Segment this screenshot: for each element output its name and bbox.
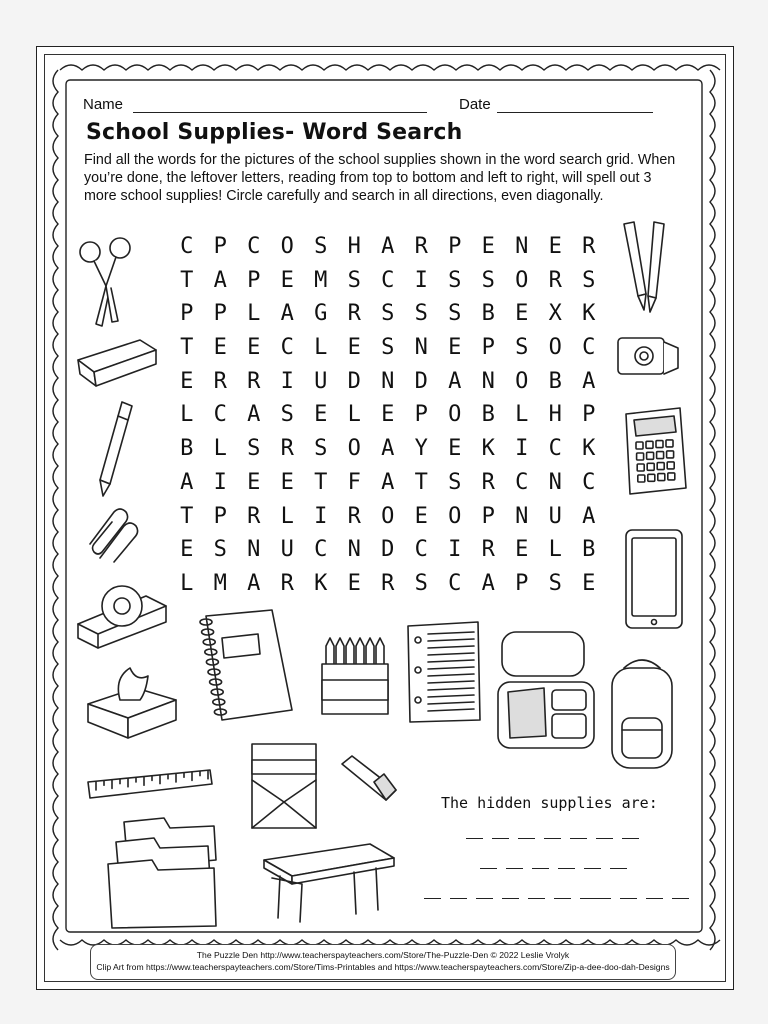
grid-letter[interactable]: S: [381, 301, 395, 327]
grid-letter[interactable]: I: [515, 436, 529, 462]
footer-credits: [90, 944, 676, 980]
date-field[interactable]: [497, 112, 653, 113]
grid-letter[interactable]: S: [448, 267, 462, 293]
answer-blank[interactable]: [646, 898, 663, 899]
name-label: Name: [83, 96, 124, 113]
grid-letter[interactable]: E: [280, 469, 294, 495]
grid-letter[interactable]: R: [247, 368, 261, 394]
answer-blank[interactable]: [554, 898, 571, 899]
answer-line-3a[interactable]: [424, 898, 597, 899]
answer-blank[interactable]: [480, 868, 497, 869]
grid-letter[interactable]: H: [548, 402, 562, 428]
grid-letter[interactable]: E: [347, 335, 361, 361]
hidden-supplies-label: The hidden supplies are:: [441, 794, 658, 812]
notebook-icon: [192, 606, 296, 724]
grid-letter[interactable]: T: [180, 267, 194, 293]
grid-letter[interactable]: U: [280, 537, 294, 563]
grid-letter[interactable]: O: [347, 436, 361, 462]
grid-letter[interactable]: N: [548, 469, 562, 495]
grid-letter[interactable]: A: [247, 402, 261, 428]
answer-blank[interactable]: [492, 838, 509, 839]
ruler-icon: [86, 766, 214, 802]
grid-letter[interactable]: C: [448, 570, 462, 596]
grid-letter[interactable]: K: [582, 436, 596, 462]
grid-letter[interactable]: C: [582, 335, 596, 361]
grid-letter[interactable]: O: [515, 368, 529, 394]
grid-letter[interactable]: P: [247, 267, 261, 293]
grid-letter[interactable]: N: [247, 537, 261, 563]
grid-letter[interactable]: L: [213, 436, 227, 462]
grid-letter[interactable]: R: [381, 570, 395, 596]
answer-blank[interactable]: [584, 868, 601, 869]
grid-letter[interactable]: R: [280, 436, 294, 462]
answer-line-2[interactable]: [480, 868, 627, 869]
grid-letter[interactable]: S: [213, 537, 227, 563]
answer-blank[interactable]: [596, 838, 613, 839]
grid-letter[interactable]: E: [515, 537, 529, 563]
grid-letter[interactable]: B: [548, 368, 562, 394]
grid-letter[interactable]: C: [314, 537, 328, 563]
grid-letter[interactable]: A: [213, 267, 227, 293]
grid-letter[interactable]: R: [414, 234, 428, 259]
grid-letter[interactable]: E: [213, 335, 227, 361]
grid-letter[interactable]: S: [314, 234, 328, 259]
grid-letter[interactable]: R: [213, 368, 227, 394]
folders-icon: [104, 814, 224, 932]
grid-letter[interactable]: S: [314, 436, 328, 462]
grid-letter[interactable]: O: [515, 267, 529, 293]
grid-letter[interactable]: S: [448, 301, 462, 327]
grid-letter[interactable]: C: [381, 267, 395, 293]
grid-letter[interactable]: N: [347, 537, 361, 563]
grid-letter[interactable]: A: [180, 469, 194, 495]
grid-letter[interactable]: U: [314, 368, 328, 394]
answer-blank[interactable]: [532, 868, 549, 869]
grid-letter[interactable]: T: [414, 469, 428, 495]
grid-letter[interactable]: N: [414, 335, 428, 361]
grid-letter[interactable]: Y: [414, 436, 428, 462]
grid-letter[interactable]: C: [180, 234, 194, 259]
glue-stick-icon: [334, 750, 404, 808]
answer-line-1[interactable]: [466, 838, 639, 839]
eraser-icon: [74, 334, 160, 390]
instructions-text: Find all the words for the pictures of the school supplies shown in the word search grid. When you’re done, the leftover letters, reading from top to bottom and left to right, will spell out 3 more school supplies! Circle carefully and search in all directions, even diagonally.: [84, 152, 676, 204]
grid-letter[interactable]: T: [180, 503, 194, 529]
grid-letter[interactable]: A: [247, 570, 261, 596]
grid-letter[interactable]: E: [448, 335, 462, 361]
grid-letter[interactable]: E: [582, 570, 596, 596]
sharpener-icon: [614, 328, 684, 380]
grid-letter[interactable]: R: [280, 570, 294, 596]
answer-blank[interactable]: [502, 898, 519, 899]
grid-letter[interactable]: A: [582, 368, 596, 394]
grid-letter[interactable]: P: [481, 335, 495, 361]
grid-letter[interactable]: I: [280, 368, 294, 394]
grid-letter[interactable]: D: [381, 537, 395, 563]
lunchbox-icon: [494, 628, 598, 752]
word-search-grid[interactable]: [170, 234, 606, 605]
grid-letter[interactable]: P: [481, 503, 495, 529]
grid-letter[interactable]: D: [414, 368, 428, 394]
grid-letter[interactable]: S: [347, 267, 361, 293]
pencil-icon: [96, 398, 136, 498]
grid-letter[interactable]: A: [481, 570, 495, 596]
grid-letter[interactable]: S: [481, 267, 495, 293]
grid-letter[interactable]: A: [448, 368, 462, 394]
grid-letter[interactable]: E: [515, 301, 529, 327]
grid-letter[interactable]: C: [280, 335, 294, 361]
grid-letter[interactable]: H: [347, 234, 361, 259]
grid-letter[interactable]: S: [582, 267, 596, 293]
grid-letter[interactable]: E: [347, 570, 361, 596]
grid-letter[interactable]: E: [481, 234, 495, 259]
grid-letter[interactable]: S: [247, 436, 261, 462]
paperclips-icon: [80, 504, 142, 564]
tape-icon: [74, 578, 170, 652]
grid-letter[interactable]: U: [548, 503, 562, 529]
grid-letter[interactable]: C: [548, 436, 562, 462]
crayons-icon: [318, 634, 392, 718]
answer-blank[interactable]: [476, 898, 493, 899]
grid-letter[interactable]: N: [515, 503, 529, 529]
grid-letter[interactable]: T: [314, 469, 328, 495]
grid-letter[interactable]: A: [381, 436, 395, 462]
answer-blank[interactable]: [450, 898, 467, 899]
grid-letter[interactable]: E: [548, 234, 562, 259]
backpack-icon: [604, 656, 680, 774]
grid-letter[interactable]: K: [582, 301, 596, 327]
grid-letter[interactable]: K: [481, 436, 495, 462]
tissues-icon: [84, 660, 180, 740]
grid-letter[interactable]: M: [314, 267, 328, 293]
answer-blank[interactable]: [558, 868, 575, 869]
grid-letter[interactable]: S: [515, 335, 529, 361]
grid-letter[interactable]: C: [515, 469, 529, 495]
grid-letter[interactable]: P: [213, 301, 227, 327]
grid-letter[interactable]: L: [515, 402, 529, 428]
grid-letter[interactable]: P: [213, 234, 227, 259]
grid-letter[interactable]: P: [414, 402, 428, 428]
grid-letter[interactable]: L: [180, 402, 194, 428]
grid-letter[interactable]: A: [381, 469, 395, 495]
grid-letter[interactable]: R: [481, 469, 495, 495]
answer-blank[interactable]: [518, 838, 535, 839]
grid-letter[interactable]: P: [180, 301, 194, 327]
answer-blank[interactable]: [622, 838, 639, 839]
grid-letter[interactable]: O: [548, 335, 562, 361]
grid-letter[interactable]: S: [381, 335, 395, 361]
grid-letter[interactable]: A: [582, 503, 596, 529]
grid-letter[interactable]: I: [448, 537, 462, 563]
grid-letter[interactable]: E: [180, 368, 194, 394]
grid-letter[interactable]: D: [347, 368, 361, 394]
grid-letter[interactable]: C: [247, 234, 261, 259]
grid-letter[interactable]: T: [180, 335, 194, 361]
grid-letter[interactable]: L: [280, 503, 294, 529]
paper-icon: [404, 620, 484, 724]
grid-letter[interactable]: O: [381, 503, 395, 529]
page-title: School Supplies- Word Search: [86, 120, 463, 145]
grid-letter[interactable]: P: [582, 402, 596, 428]
answer-blank[interactable]: [424, 898, 441, 899]
answer-blank[interactable]: [594, 898, 611, 899]
grid-letter[interactable]: E: [448, 436, 462, 462]
grid-letter[interactable]: P: [515, 570, 529, 596]
answer-blank[interactable]: [466, 838, 483, 839]
grid-letter[interactable]: O: [448, 402, 462, 428]
grid-letter[interactable]: R: [481, 537, 495, 563]
grid-letter[interactable]: O: [280, 234, 294, 259]
grid-letter[interactable]: E: [414, 503, 428, 529]
grid-letter[interactable]: N: [515, 234, 529, 259]
grid-letter[interactable]: S: [414, 301, 428, 327]
grid-letter[interactable]: R: [582, 234, 596, 259]
footer-line-1: The Puzzle Den http://www.teacherspayteachers.com/Store/The-Puzzle-Den © 2022 Leslie Vrolyk: [196, 950, 570, 960]
answer-blank[interactable]: [570, 838, 587, 839]
date-label: Date: [459, 96, 491, 113]
desk-icon: [258, 826, 398, 926]
grid-letter[interactable]: F: [347, 469, 361, 495]
grid-letter[interactable]: I: [314, 503, 328, 529]
grid-letter[interactable]: R: [347, 301, 361, 327]
grid-letter[interactable]: I: [414, 267, 428, 293]
grid-letter[interactable]: C: [213, 402, 227, 428]
grid-letter[interactable]: M: [213, 570, 227, 596]
answer-blank[interactable]: [506, 868, 523, 869]
grid-letter[interactable]: A: [280, 301, 294, 327]
grid-letter[interactable]: L: [347, 402, 361, 428]
answer-line-3b[interactable]: [594, 898, 689, 899]
grid-letter[interactable]: E: [381, 402, 395, 428]
grid-letter[interactable]: E: [180, 537, 194, 563]
grid-letter[interactable]: L: [548, 537, 562, 563]
grid-letter[interactable]: S: [548, 570, 562, 596]
grid-letter[interactable]: S: [280, 402, 294, 428]
grid-letter[interactable]: O: [448, 503, 462, 529]
grid-letter[interactable]: B: [180, 436, 194, 462]
answer-blank[interactable]: [610, 868, 627, 869]
grid-letter[interactable]: P: [448, 234, 462, 259]
grid-letter[interactable]: S: [448, 469, 462, 495]
grid-letter[interactable]: N: [381, 368, 395, 394]
answer-blank[interactable]: [528, 898, 545, 899]
scissors-icon: [76, 236, 136, 328]
grid-letter[interactable]: B: [481, 301, 495, 327]
grid-letter[interactable]: A: [381, 234, 395, 259]
grid-letter[interactable]: K: [314, 570, 328, 596]
grid-letter[interactable]: R: [247, 503, 261, 529]
grid-letter[interactable]: E: [280, 267, 294, 293]
grid-letter[interactable]: B: [582, 537, 596, 563]
grid-letter[interactable]: R: [347, 503, 361, 529]
grid-letter[interactable]: P: [213, 503, 227, 529]
grid-letter[interactable]: C: [582, 469, 596, 495]
grid-letter[interactable]: L: [180, 570, 194, 596]
grid-letter[interactable]: N: [481, 368, 495, 394]
grid-letter[interactable]: R: [548, 267, 562, 293]
grid-letter[interactable]: X: [548, 301, 562, 327]
grid-letter[interactable]: B: [481, 402, 495, 428]
grid-letter[interactable]: L: [314, 335, 328, 361]
calculator-icon: [620, 404, 692, 498]
name-field[interactable]: [133, 112, 427, 113]
grid-letter[interactable]: E: [247, 335, 261, 361]
footer-line-2: Clip Art from https://www.teacherspayteachers.com/Store/Tims-Printables and https://www.teacherspayteachers.com/Store/Zip-a-dee-doo-dah-Designs: [96, 962, 670, 972]
grid-letter[interactable]: G: [314, 301, 328, 327]
answer-blank[interactable]: [620, 898, 637, 899]
answer-blank[interactable]: [544, 838, 561, 839]
tablet-icon: [622, 528, 686, 632]
grid-letter[interactable]: E: [314, 402, 328, 428]
grid-letter[interactable]: L: [247, 301, 261, 327]
grid-letter[interactable]: S: [414, 570, 428, 596]
answer-blank[interactable]: [672, 898, 689, 899]
grid-letter[interactable]: I: [213, 469, 227, 495]
grid-letter[interactable]: E: [247, 469, 261, 495]
pens-icon: [618, 218, 674, 316]
colored-pencils-icon: [248, 740, 320, 832]
grid-letter[interactable]: C: [414, 537, 428, 563]
